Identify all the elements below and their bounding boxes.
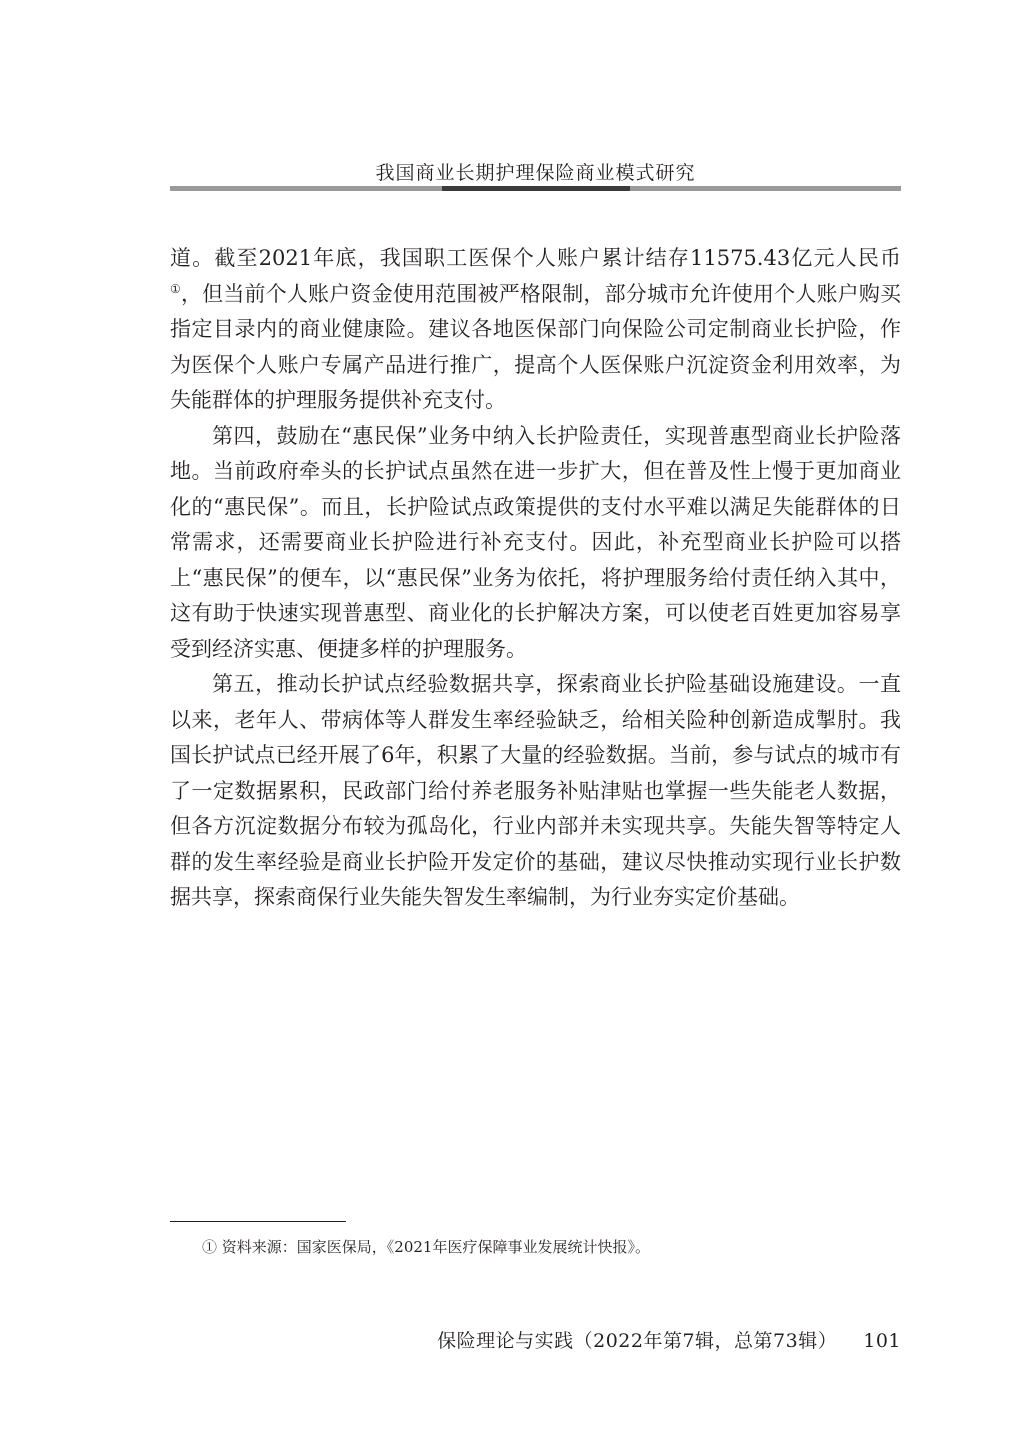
- paragraph-fourth: 第四，鼓励在“惠民保”业务中纳入长护险责任，实现普惠型商业长护险落地。当前政府牵头的长护试点虽然在进一步扩大，但在普及性上慢于更加商业化的“惠民保”。而且，长护险试点政策提供的支付水平难以满足失能群体的日常需求，还需要商业长护险进行补充支付。因此，补充型商业长护险可以搭上“惠民保”的便车，以“惠民保”业务为依托，将护理服务给付责任纳入其中，这有助于快速实现普惠型、商业化的长护解决方案，可以使老百姓更加容易享受到经济实惠、便捷多样的护理服务。: [170, 423, 901, 661]
- footnote: ① 资料来源：国家医保局，《2021年医疗保障事业发展统计快报》。: [202, 1238, 650, 1256]
- body-text: [170, 241, 901, 916]
- footnote-separator: [170, 1221, 346, 1222]
- page-footer: [437, 1326, 901, 1353]
- paragraph-continued: [170, 241, 901, 419]
- header-rule: [170, 186, 901, 191]
- journal-citation: 保险理论与实践（2022年第7辑，总第73辑）: [437, 1330, 838, 1352]
- running-header-title: 我国商业长期护理保险商业模式研究: [375, 162, 696, 184]
- page-number: 101: [863, 1330, 901, 1352]
- paragraph-text: ，但当前个人账户资金使用范围被严格限制，部分城市允许使用个人账户购买指定目录内的商业健康险。建议各地医保部门向保险公司定制商业长护险，作为医保个人账户专属产品进行推广，提高个人医保账户沉淀资金利用效率，为失能群体的护理服务提供补充支付。: [170, 281, 902, 412]
- paragraph-text: 道。截至2021年底，我国职工医保个人账户累计结存11575.43亿元人民币: [170, 246, 901, 270]
- paragraph-fifth: 第五，推动长护试点经验数据共享，探索商业长护险基础设施建设。一直以来，老年人、带病体等人群发生率经验缺乏，给相关险种创新造成掣肘。我国长护试点已经开展了6年，积累了大量的经验数据。当前，参与试点的城市有了一定数据累积，民政部门给付养老服务补贴津贴也掌握一些失能老人数据，但各方沉淀数据分布较为孤岛化，行业内部并未实现共享。失能失智等特定人群的发生率经验是商业长护险开发定价的基础，建议尽快推动实现行业长护数据共享，探索商保行业失能失智发生率编制，为行业夯实定价基础。: [170, 672, 901, 909]
- footnote-reference[interactable]: ①: [170, 281, 181, 296]
